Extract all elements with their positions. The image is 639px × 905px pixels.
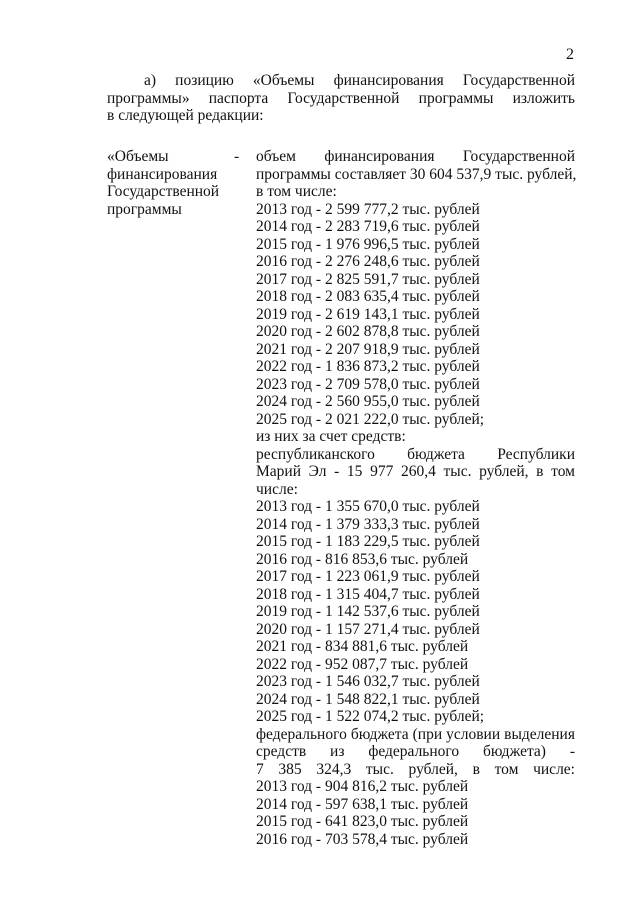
position-label-line: программы [107, 200, 182, 218]
year-amount-line: 2022 год - 952 087,7 тыс. рублей [256, 655, 469, 673]
funding-line: средств из федерального бюджета) - [256, 743, 575, 760]
page-number: 2 [566, 46, 574, 63]
funding-line: числе: [256, 480, 298, 498]
year-amount-line: 2013 год - 904 816,2 тыс. рублей [256, 778, 469, 795]
year-amount-line: 2015 год - 1 183 229,5 тыс. рублей [256, 533, 480, 550]
total-funding-block [256, 148, 575, 201]
year-amount-line: 2020 год - 2 602 878,8 тыс. рублей [256, 323, 480, 340]
year-amount-line: 2023 год - 1 546 032,7 тыс. рублей [256, 673, 480, 690]
republic-years-list [256, 498, 575, 726]
year-amount-line: 2021 год - 834 881,6 тыс. рублей [256, 638, 469, 655]
year-amount-line: 2019 год - 1 142 537,6 тыс. рублей [256, 603, 480, 620]
year-amount-line: 2014 год - 2 283 719,6 тыс. рублей [256, 218, 480, 235]
intro-line: а) позицию «Объемы финансирования Государственной [144, 72, 575, 89]
year-amount-line: 2025 год - 2 021 222,0 тыс. рублей; [256, 410, 485, 428]
funding-description [256, 148, 575, 848]
year-amount-line: 2016 год - 703 578,4 тыс. рублей [256, 830, 469, 848]
year-amount-line: 2024 год - 2 560 955,0 тыс. рублей [256, 393, 480, 410]
position-dash: - [234, 148, 240, 165]
funding-line: республиканского бюджета Республики [256, 445, 575, 463]
year-amount-line: 2019 год - 2 619 143,1 тыс. рублей [256, 305, 480, 323]
total-years-list [256, 201, 575, 429]
intro-line: в следующей редакции: [107, 107, 264, 124]
position-label-line: Государственной [107, 183, 220, 200]
year-amount-line: 2018 год - 2 083 635,4 тыс. рублей [256, 288, 480, 305]
intro-paragraph [107, 72, 575, 125]
year-amount-line: 2014 год - 597 638,1 тыс. рублей [256, 795, 469, 813]
year-amount-line: 2016 год - 2 276 248,6 тыс. рублей [256, 253, 480, 270]
year-amount-line: 2022 год - 1 836 873,2 тыс. рублей [256, 358, 480, 375]
year-amount-line: 2018 год - 1 315 404,7 тыс. рублей [256, 585, 480, 603]
intro-line: программы» паспорта Государственной программы изложить [107, 89, 575, 107]
year-amount-line: 2021 год - 2 207 918,9 тыс. рублей [256, 340, 480, 358]
year-amount-line: 2017 год - 2 825 591,7 тыс. рублей [256, 270, 480, 288]
sources-intro: из них за счет средств: [256, 428, 406, 445]
funding-line: Марий Эл - 15 977 260,4 тыс. рублей, в том [256, 463, 575, 480]
federal-years-list [256, 778, 575, 848]
republic-budget-block [256, 446, 575, 499]
year-amount-line: 2013 год - 1 355 670,0 тыс. рублей [256, 498, 480, 515]
year-amount-line: 2017 год - 1 223 061,9 тыс. рублей [256, 568, 480, 585]
funding-line: в том числе: [256, 183, 337, 200]
position-label-line: финансирования [107, 165, 218, 183]
funding-line: программы составляет 30 604 537,9 тыс. рублей, [256, 165, 577, 183]
funding-line: объем финансирования Государственной [256, 148, 575, 165]
position-label-line: «Объемы [107, 148, 169, 165]
funding-line: 7 385 324,3 тыс. рублей, в том числе: [256, 760, 575, 778]
funding-line: федерального бюджета (при условии выделения [256, 725, 575, 743]
year-amount-line: 2020 год - 1 157 271,4 тыс. рублей [256, 620, 480, 638]
year-amount-line: 2016 год - 816 853,6 тыс. рублей [256, 550, 469, 568]
year-amount-line: 2024 год - 1 548 822,1 тыс. рублей [256, 690, 480, 708]
year-amount-line: 2014 год - 1 379 333,3 тыс. рублей [256, 515, 480, 533]
year-amount-line: 2015 год - 1 976 996,5 тыс. рублей [256, 235, 480, 253]
year-amount-line: 2015 год - 641 823,0 тыс. рублей [256, 813, 469, 830]
federal-budget-block [256, 726, 575, 779]
year-amount-line: 2013 год - 2 599 777,2 тыс. рублей [256, 200, 480, 218]
year-amount-line: 2023 год - 2 709 578,0 тыс. рублей [256, 375, 480, 393]
year-amount-line: 2025 год - 1 522 074,2 тыс. рублей; [256, 708, 485, 725]
